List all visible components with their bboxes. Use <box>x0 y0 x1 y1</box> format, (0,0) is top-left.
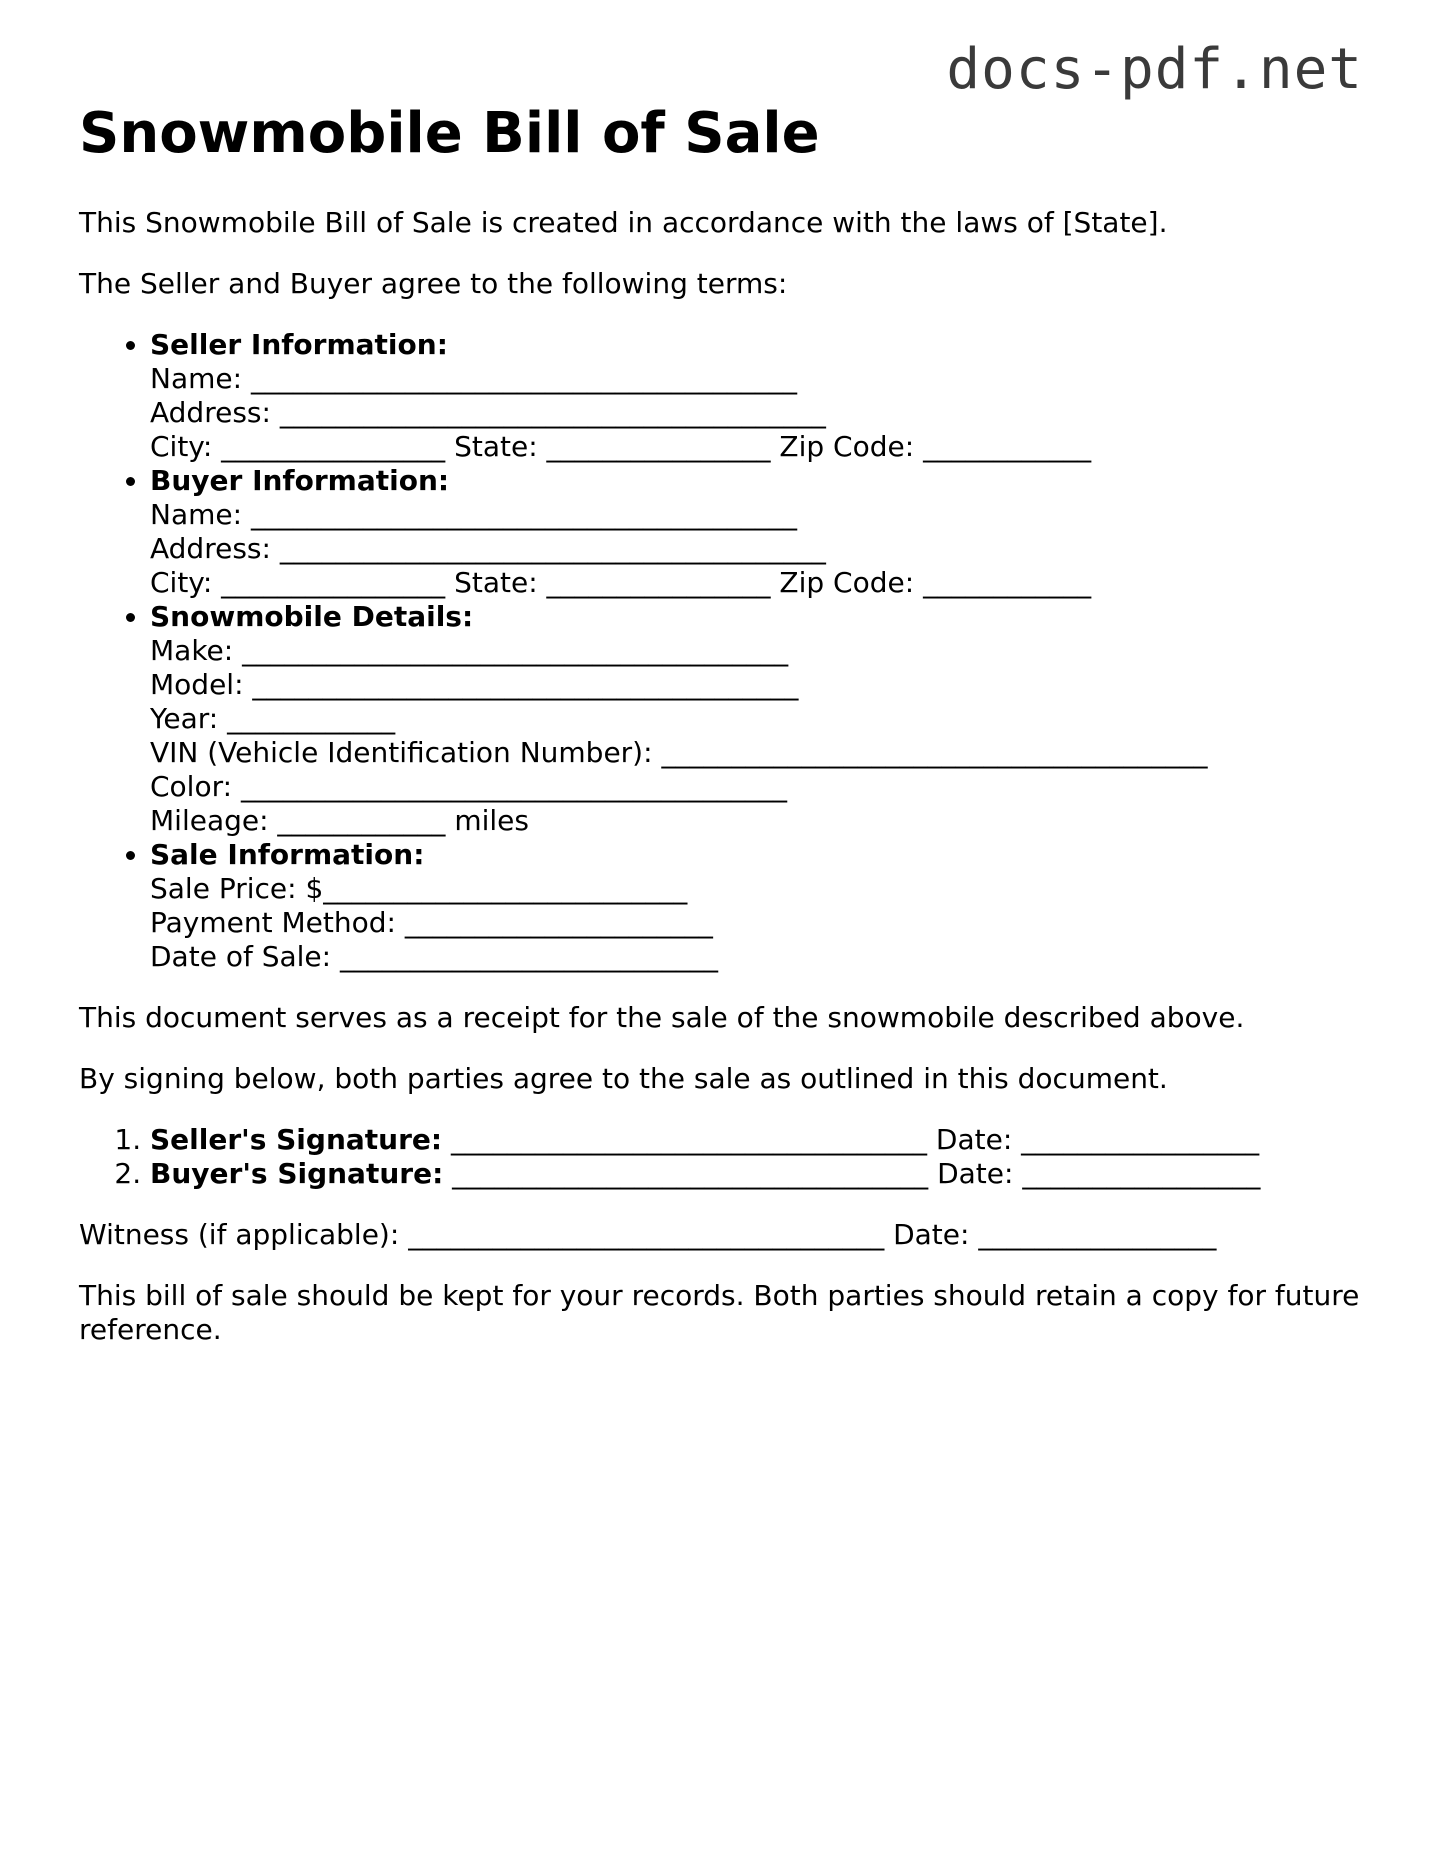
date-of-sale-field[interactable]: Date of Sale: ___________________________ <box>150 940 718 973</box>
signature-list <box>79 1123 1369 1191</box>
intro-paragraph: This Snowmobile Bill of Sale is created in accordance with the laws of [State]. <box>79 206 1168 239</box>
document-title: Snowmobile Bill of Sale <box>79 101 820 166</box>
seller-name-field[interactable]: Name: _______________________________________ <box>150 362 797 395</box>
buyer-signature-line[interactable]: __________________________________ Date: _________________ <box>443 1157 1261 1190</box>
sale-section <box>150 838 1369 974</box>
buyer-section <box>150 464 1369 600</box>
receipt-paragraph: This document serves as a receipt for the sale of the snowmobile described above. <box>79 1001 1245 1034</box>
buyer-heading: • Buyer Information: <box>150 464 450 497</box>
closing-paragraph: This bill of sale should be kept for your records. Both parties should retain a copy for future reference. <box>79 1279 1360 1346</box>
vin-field[interactable]: VIN (Vehicle Identification Number): _______________________________________ <box>150 736 1208 769</box>
buyer-address-field[interactable]: Address: _______________________________________ <box>150 532 826 565</box>
make-field[interactable]: Make: _______________________________________ <box>150 634 789 667</box>
seller-signature-label: Seller's Signature: <box>150 1123 443 1156</box>
seller-signature-line[interactable]: __________________________________ Date: _________________ <box>442 1123 1260 1156</box>
seller-address-field[interactable]: Address: _______________________________________ <box>150 396 826 429</box>
buyer-city-state-zip-field[interactable]: City: ________________ State: ________________ Zip Code: ____________ <box>150 566 1092 599</box>
watermark: docs-pdf.net <box>946 37 1363 102</box>
seller-heading: • Seller Information: <box>150 328 448 361</box>
witness-line[interactable]: Witness (if applicable): __________________________________ Date: _________________ <box>79 1218 1217 1251</box>
sale-heading: • Sale Information: <box>150 838 425 871</box>
seller-signature-item[interactable] <box>150 1123 1369 1157</box>
buyer-signature-label: Buyer's Signature: <box>150 1157 444 1190</box>
sale-price-field[interactable]: Sale Price: $__________________________ <box>150 872 688 905</box>
agree-paragraph: The Seller and Buyer agree to the following terms: <box>79 267 788 300</box>
mileage-field[interactable]: Mileage: ____________ miles <box>150 804 529 837</box>
snowmobile-section <box>150 600 1369 838</box>
color-field[interactable]: Color: _______________________________________ <box>150 770 787 803</box>
buyer-name-field[interactable]: Name: _______________________________________ <box>150 498 797 531</box>
seller-city-state-zip-field[interactable]: City: ________________ State: ________________ Zip Code: ____________ <box>150 430 1092 463</box>
payment-method-field[interactable]: Payment Method: ______________________ <box>150 906 713 939</box>
snowmobile-heading: • Snowmobile Details: <box>150 600 474 633</box>
model-field[interactable]: Model: _______________________________________ <box>150 668 799 701</box>
document-body <box>79 96 1369 1374</box>
buyer-signature-item[interactable] <box>150 1157 1369 1191</box>
year-field[interactable]: Year: ____________ <box>150 702 396 735</box>
seller-section <box>150 328 1369 464</box>
by-signing-paragraph: By signing below, both parties agree to the sale as outlined in this document. <box>79 1062 1168 1095</box>
terms-list <box>79 328 1369 974</box>
